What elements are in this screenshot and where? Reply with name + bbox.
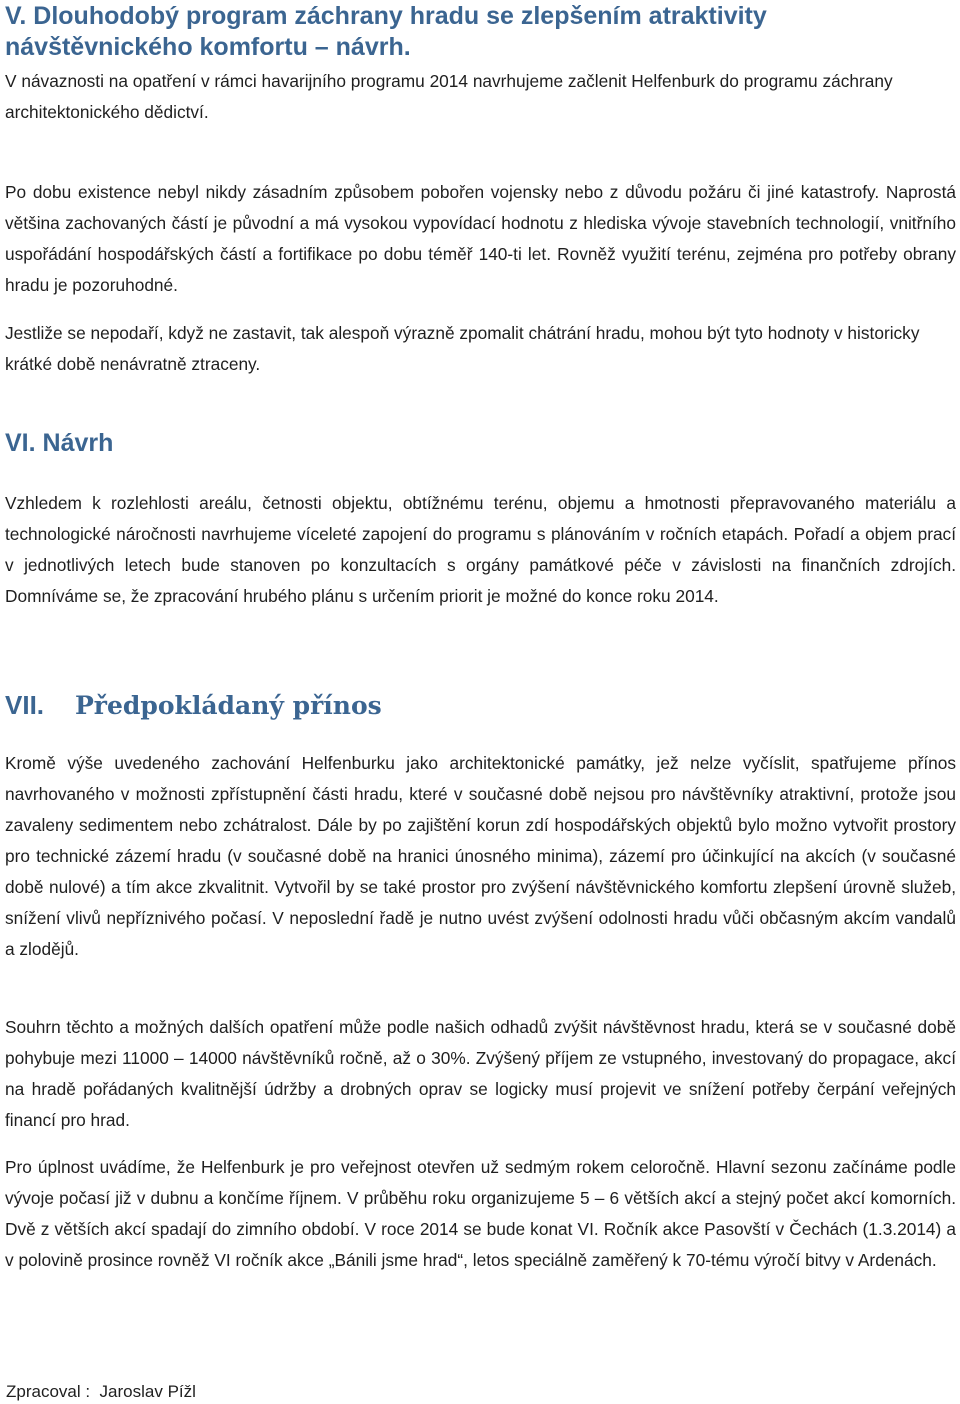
section-6-heading: VI. Návrh bbox=[5, 429, 114, 457]
section-5-paragraph-2: Po dobu existence nebyl nikdy zásadním způsobem pobořen vojensky nebo z důvodu požáru či jiné katastrofy. Naprostá většina zachovaných částí je původní a má vysokou vypovídací hodnotu z hlediska vývoje stavebních technologií, vnitřního uspořádání hospodářských částí a fortifikace po dobu téměř 140-ti let. Rovněž využití terénu, zejména pro potřeby obrany hradu je pozoruhodné. bbox=[5, 182, 956, 295]
section-5-paragraph-3: Jestliže se nepodaří, když ne zastavit, tak alespoň výrazně zpomalit chátrání hradu, mohou být tyto hodnoty v historicky krátké době nenávratně ztraceny. bbox=[5, 323, 920, 374]
footer-author: Jaroslav Pížl bbox=[99, 1382, 196, 1401]
section-7-paragraph-2: Souhrn těchto a možných dalších opatření může podle našich odhadů zvýšit návštěvnost hradu, která se v současné době pohybuje mezi 11000 – 14000 návštěvníků ročně, až o 30%. Zvýšený příjem ze vstupného, investovaný do propagace, akcí na hradě pořádaných kvalitnější údržby a drobných oprav se logicky musí projevit ve snížení potřeby čerpání veřejných financí pro hrad. bbox=[5, 1017, 956, 1130]
section-5-paragraph-1: V návaznosti na opatření v rámci havarijního programu 2014 navrhujeme začlenit Helfenburk do programu záchrany architektonického dědictví. bbox=[5, 71, 893, 122]
footer-label: Zpracoval : bbox=[6, 1382, 91, 1401]
section-7-title: Předpokládaný přínos bbox=[75, 691, 382, 720]
section-7-paragraph-1: Kromě výše uvedeného zachování Helfenburku jako architektonické památky, jež nelze vyčíslit, spatřujeme přínos navrhovaného v možnosti zpřístupnění části hradu, které v současné době nejsou pro návštěvníky atraktivní, protože jsou zavaleny sedimentem nebo zchátralost. Dále by po zajištění korun zdí hospodářských objektů bylo možno vytvořit prostory pro technické zázemí hradu (v současné době na hranici únosného minima), zázemí pro účinkující na akcích (v současné době nulové) a tím akce zkvalitnit. Vytvořil by se také prostor pro zvýšení návštěvnického komfortu zlepšení úrovně služeb, snížení vlivů nepříznivého počasí. V neposlední řadě je nutno uvést zvýšení odolnosti hradu vůči občasným akcím vandalů a zlodějů. bbox=[5, 753, 956, 959]
section-7-heading bbox=[5, 690, 382, 721]
footer bbox=[6, 1381, 196, 1403]
section-6-paragraph-1: Vzhledem k rozlehlosti areálu, četnosti objektu, obtížnému terénu, objemu a hmotnosti přepravovaného materiálu a technologické náročnosti navrhujeme víceleté zapojení do programu s plánováním v ročních etapách. Pořadí a objem prací v jednotlivých letech bude stanoven po konzultacích s orgány památkové péče v závislosti na finančních zdrojích. Domníváme se, že zpracování hrubého plánu s určením priorit je možné do konce roku 2014. bbox=[5, 493, 956, 606]
section-7-paragraph-3: Pro úplnost uvádíme, že Helfenburk je pro veřejnost otevřen už sedmým rokem celoročně. Hlavní sezonu začínáme podle vývoje počasí již v dubnu a končíme říjnem. V průběhu roku organizujeme 5 – 6 větších akcí a stejný počet akcí komorních. Dvě z větších akcí spadají do zimního období. V roce 2014 se bude konat VI. Ročník akce Pasovští v Čechách (1.3.2014) a v polovině prosince rovněž VI ročník akce „Bánili jsme hrad“, letos speciálně zaměřený k 70-tému výročí bitvy v Ardenách. bbox=[5, 1157, 956, 1270]
section-5-heading: V. Dlouhodobý program záchrany hradu se zlepšením atraktivity návštěvnického komfortu – návrh. bbox=[5, 2, 767, 61]
section-7-number: VII. bbox=[5, 690, 45, 720]
